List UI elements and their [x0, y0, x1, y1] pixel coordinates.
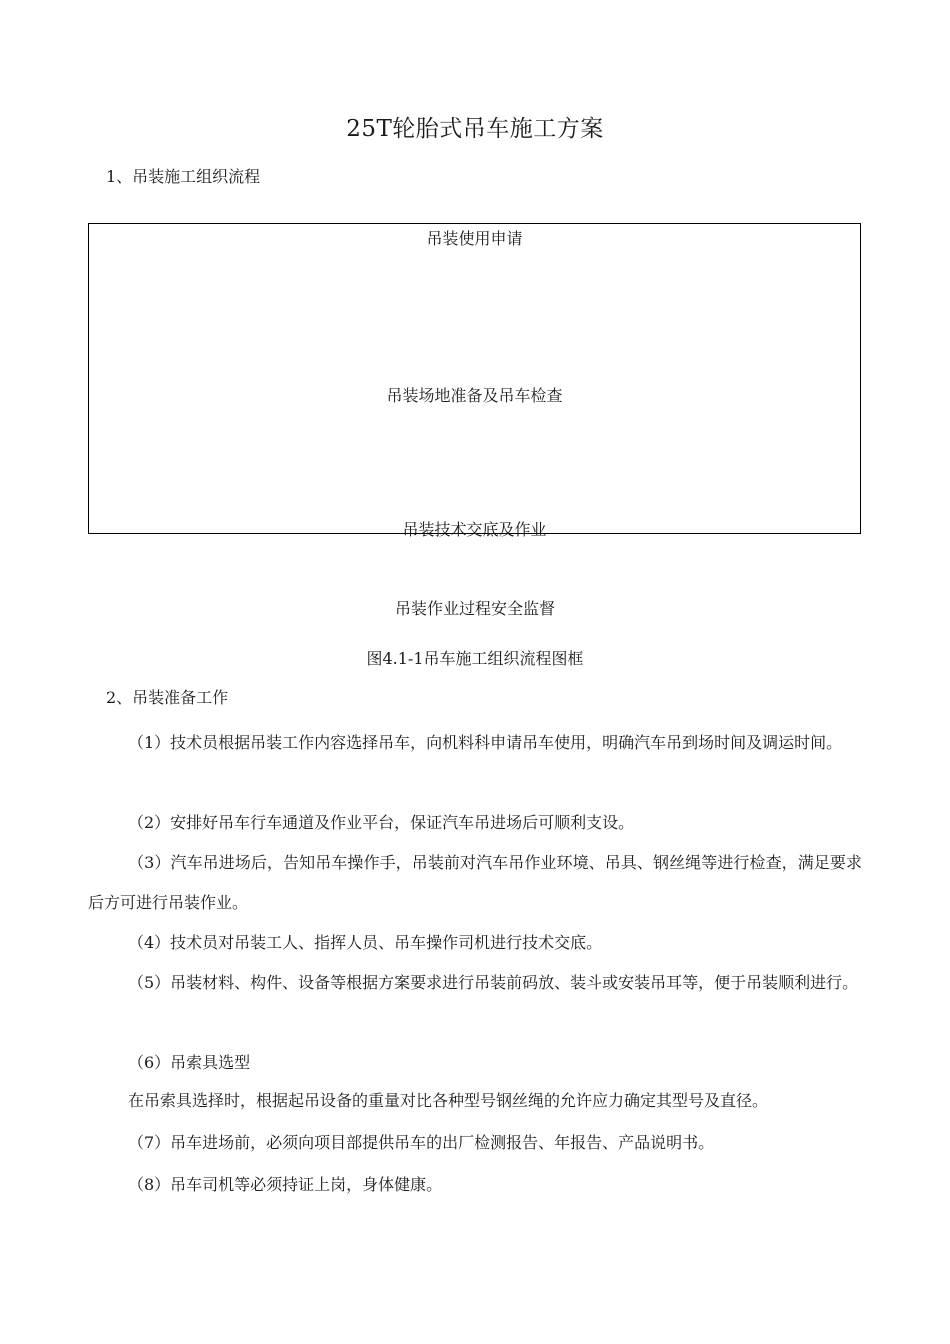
paragraph-3-text: （3）汽车吊进场后，告知吊车操作手，吊装前对汽车吊作业环境、吊具、钢丝绳等进行检查，满足要求后方可进行吊装作业。: [88, 853, 862, 912]
paragraph-5-text: （5）吊装材料、构件、设备等根据方案要求进行吊装前码放、装斗或安装吊耳等，便于吊装顺利进行。: [128, 973, 859, 992]
flow-step-supervision: 吊装作业过程安全监督: [394, 599, 555, 618]
flow-step-disclosure: 吊装技术交底及作业: [402, 520, 547, 539]
flow-step-apply: 吊装使用申请: [426, 229, 523, 248]
flow-step-site-prep: 吊装场地准备及吊车检查: [386, 386, 563, 405]
section-heading-1: 1、吊装施工组织流程: [106, 167, 261, 186]
section-heading-2: 2、吊装准备工作: [106, 688, 229, 707]
paragraph-8: （7）吊车进场前，必须向项目部提供吊车的出厂检测报告、年报告、产品说明书。: [128, 1133, 715, 1152]
document-title: 25T轮胎式吊车施工方案: [346, 116, 604, 142]
paragraph-7: 在吊索具选择时，根据起吊设备的重量对比各种型号钢丝绳的允许应力确定其型号及直径。: [128, 1091, 769, 1110]
paragraph-2: （2）安排好吊车行车通道及作业平台，保证汽车吊进场后可顺利支设。: [128, 813, 635, 832]
paragraph-1-text: （1）技术员根据吊装工作内容选择吊车，向机料科申请吊车使用，明确汽车吊到场时间及调运时间。: [128, 733, 843, 752]
paragraph-4: （4）技术员对吊装工人、指挥人员、吊车操作司机进行技术交底。: [128, 933, 603, 952]
flowchart-frame: [88, 223, 861, 539]
paragraph-9: （8）吊车司机等必须持证上岗，身体健康。: [128, 1175, 443, 1194]
paragraph-6: （6）吊索具选型: [128, 1053, 251, 1072]
paragraph-3: [88, 843, 862, 923]
paragraph-1: [88, 723, 862, 763]
figure-caption: 图4.1-1吊车施工组织流程图框: [366, 649, 584, 668]
paragraph-5: [88, 963, 862, 1003]
